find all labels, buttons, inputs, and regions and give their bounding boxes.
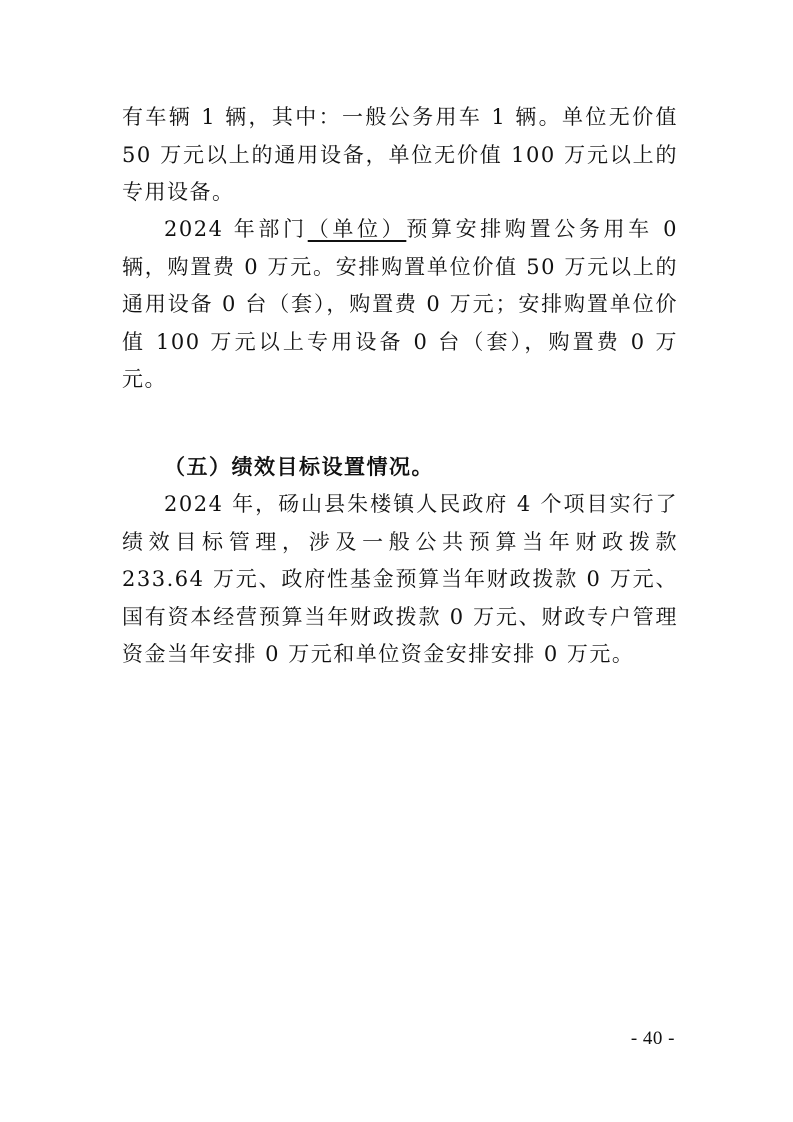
paragraph-2-underlined: （单位） xyxy=(307,217,407,241)
section-heading-text: （五）绩效目标设置情况。 xyxy=(164,454,434,479)
paragraph-3-text: 2024 年，砀山县朱楼镇人民政府 4 个项目实行了绩效目标管理，涉及一般公共预算当年财政拨款 233.64 万元、政府性基金预算当年财政拨款 0 万元、国有资本经营预算当年财政拨款 0 万元、财政专户管理资金当年安排 0 万元和单位资金安排安排 0 万元。 xyxy=(122,492,678,666)
paragraph-2-prefix: 2024 年部门 xyxy=(164,217,308,241)
paragraph-performance-goals xyxy=(122,486,678,674)
paragraph-2-suffix: 预算安排购置公务用车 0 辆，购置费 0 万元。安排购置单位价值 50 万元以上的通用设备 0 台（套），购置费 0 万元；安排购置单位价值 100 万元以上专用设备 0 台（套），购置费 0 万元。 xyxy=(122,217,679,391)
paragraph-vehicles-equipment xyxy=(122,99,678,212)
paragraph-1-text: 有车辆 1 辆，其中：一般公务用车 1 辆。单位无价值 50 万元以上的通用设备，单位无价值 100 万元以上的专用设备。 xyxy=(122,105,678,204)
paragraph-purchase-plan xyxy=(122,211,678,399)
section-heading xyxy=(164,448,434,486)
page-number: - 40 - xyxy=(630,1028,675,1049)
